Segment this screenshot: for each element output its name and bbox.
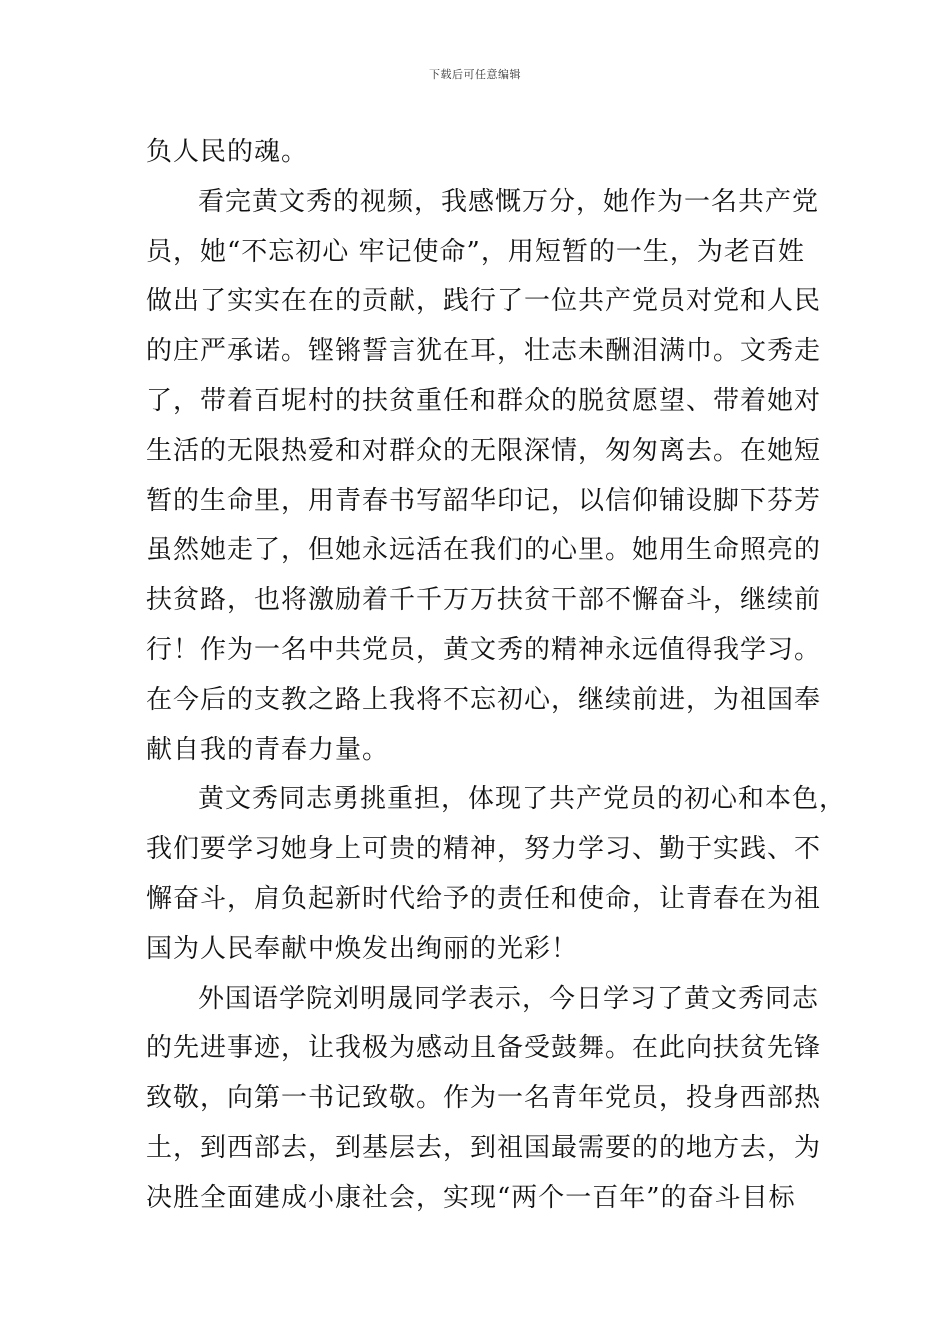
text-line: 行！作为一名中共党员，黄文秀的精神永远值得我学习。 (146, 634, 822, 665)
text-line: 土，到西部去，到基层去，到祖国最需要的的地方去，为 (146, 1132, 822, 1163)
text-line: 献自我的青春力量。 (146, 734, 390, 765)
text-line: 外国语学院刘明晟同学表示，今日学习了黄文秀同志 (198, 983, 820, 1014)
text-line: 的先进事迹，让我极为感动且备受鼓舞。在此向扶贫先锋 (146, 1033, 822, 1064)
page-header: 下载后可任意编辑 (429, 68, 521, 81)
text-line: 扶贫路，也将激励着千千万万扶贫干部不懈奋斗，继续前 (146, 585, 822, 616)
text-line: 黄文秀同志勇挑重担，体现了共产党员的初心和本色， (198, 784, 847, 815)
text-line: 的庄严承诺。铿锵誓言犹在耳，壮志未酬泪满巾。文秀走 (146, 336, 822, 367)
text-line: 致敬，向第一书记致敬。作为一名青年党员，投身西部热 (146, 1083, 822, 1114)
text-line: 负人民的魂。 (146, 137, 309, 167)
text-line: 了，带着百坭村的扶贫重任和群众的脱贫愿望、带着她对 (146, 385, 822, 416)
text-line: 我们要学习她身上可贵的精神，努力学习、勤于实践、不 (146, 834, 822, 865)
text-line: 员，她“不忘初心 牢记使命”，用短暂的一生，为老百姓 (146, 236, 805, 267)
text-line: 在今后的支教之路上我将不忘初心，继续前进，为祖国奉 (146, 684, 822, 715)
text-line: 看完黄文秀的视频，我感慨万分，她作为一名共产党 (198, 186, 820, 217)
text-line: 决胜全面建成小康社会，实现“两个一百年”的奋斗目标 (146, 1182, 796, 1213)
text-line: 生活的无限热爱和对群众的无限深情，匆匆离去。在她短 (146, 435, 822, 466)
text-line: 暂的生命里，用青春书写韶华印记，以信仰铺设脚下芬芳 (146, 485, 822, 516)
text-line: 虽然她走了，但她永远活在我们的心里。她用生命照亮的 (146, 535, 822, 566)
text-line: 做出了实实在在的贡献，践行了一位共产党员对党和人民 (146, 286, 822, 317)
document-body (146, 128, 847, 1224)
text-line: 懈奋斗，肩负起新时代给予的责任和使命，让青春在为祖 (146, 883, 822, 914)
text-line: 国为人民奉献中焕发出绚丽的光彩！ (146, 933, 579, 964)
